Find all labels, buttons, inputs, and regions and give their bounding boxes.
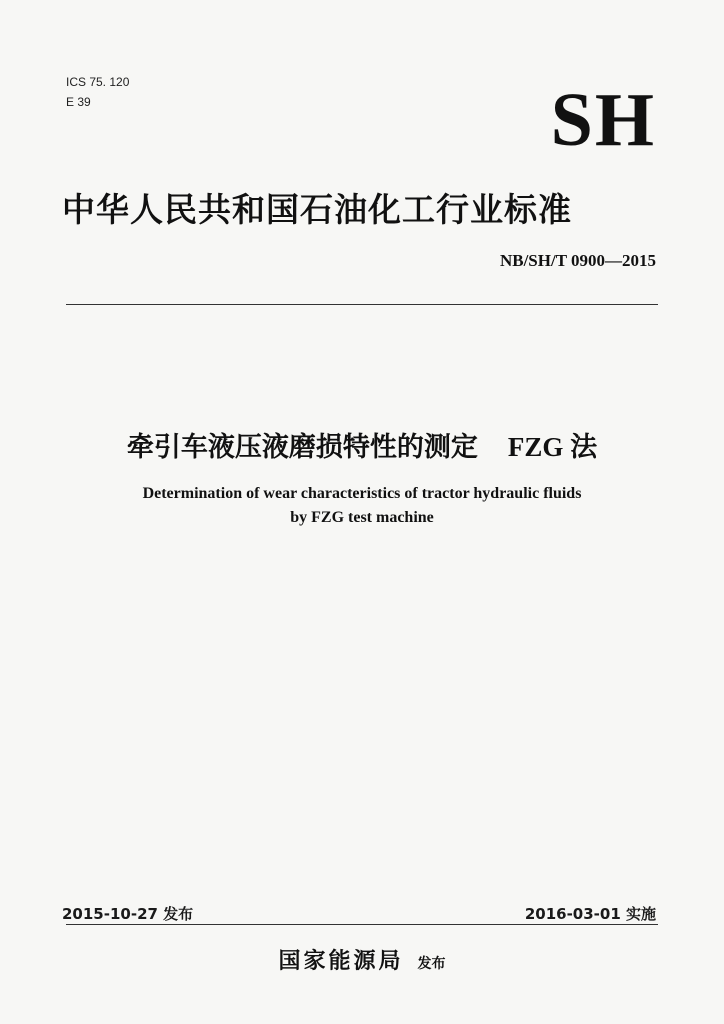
ics-code: ICS 75. 120 (66, 75, 130, 89)
top-divider (66, 304, 658, 305)
document-title-cn-text: 牵引车液压液磨损特性的测定 (126, 432, 478, 463)
document-title-en-line2: by FZG test machine (290, 509, 434, 526)
document-title-cn (62, 425, 662, 464)
sh-logo: SH (550, 78, 656, 162)
issue-date: 2015-10-27 发布 (62, 905, 194, 923)
issuer-organization: 国家能源局 (278, 949, 404, 974)
document-title-method: FZG 法 (507, 432, 598, 462)
standard-number: NB/SH/T 0900—2015 (499, 251, 656, 270)
effective-date: 2016-03-01 实施 (524, 905, 656, 923)
bottom-divider (66, 924, 658, 925)
document-title-en-line1: Determination of wear characteristics of tractor hydraulic fluids (142, 485, 582, 502)
issuer-action: 发布 (417, 956, 446, 972)
ccs-code: E 39 (66, 95, 91, 109)
standard-category-title: 中华人民共和国石油化工行业标准 (62, 190, 572, 229)
issuer (0, 944, 724, 975)
